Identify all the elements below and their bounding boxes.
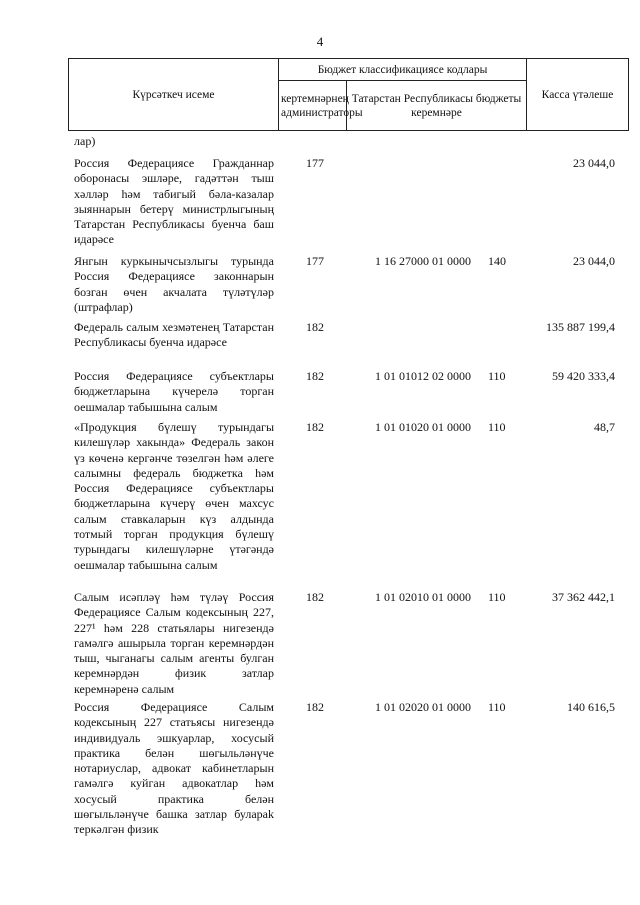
row-amount: 23 044,0 <box>573 254 615 268</box>
row-amount: 37 362 442,1 <box>552 590 615 604</box>
row-indicator: Федераль салым хезмәтенең Татарстан Республикасы буенча идарәсе <box>74 320 274 350</box>
row-revenue-code: 1 16 27000 01 0000 <box>375 254 471 268</box>
row-amount: 140 616,5 <box>567 700 615 714</box>
row-amount: 59 420 333,4 <box>552 369 615 383</box>
row-revenue-code: 1 01 01020 01 0000 <box>375 420 471 434</box>
row-admin-code: 182 <box>306 590 324 604</box>
header-administrator: кертемнәрнең администраторы <box>279 81 347 131</box>
row-subcode: 110 <box>488 700 506 714</box>
row-admin-code: 182 <box>306 369 324 383</box>
row-revenue-code: 1 01 01012 02 0000 <box>375 369 471 383</box>
row-amount: 135 887 199,4 <box>546 320 615 334</box>
row-revenue-code: 1 01 02020 01 0000 <box>375 700 471 714</box>
row-admin-code: 182 <box>306 700 324 714</box>
header-indicator: Күрсәткеч исеме <box>69 59 279 131</box>
row-subcode: 110 <box>488 590 506 604</box>
header-budget-codes: Бюджет классификациясе кодлары <box>279 59 527 81</box>
row-indicator: Россия Федерациясе Гражданнар оборонасы эшләре, гадәттән тыш хәлләр һәм табигый бәла-казалар зыяннарын бетерү министрлыгының Татарстан Республикасы буенча баш идарәсе <box>74 156 274 247</box>
row-revenue-code: 1 01 02010 01 0000 <box>375 590 471 604</box>
row-admin-code: 177 <box>306 156 324 170</box>
row-indicator: Россия Федерациясе Салым кодексының 227 статьясы нигезендә индивидуаль эшкуарлар, хосусый практика белән шөгыльләнүче нотариуслар, адвокат кабинетларын гамәлгә куйган адвокатлар һәм хосусый практика белән шөгыльләнүче башка затлар булараk теркәлгән физик <box>74 700 274 837</box>
row-admin-code: 177 <box>306 254 324 268</box>
row-indicator: Янгын куркынычсызлыгы турында Россия Федерациясе законнарын бозган өчен акчалата түләтүләр (штрафлар) <box>74 254 274 314</box>
row-indicator: Салым исәпләү һәм түләү Россия Федерациясе Салым кодексының 227, 227¹ һәм 228 статьялары нигезендә гамәлгә ашырыла торган керемнәрдән тыш, чыганагы салым агенты булган керемнәрдән физик затлар керемнәренә салым <box>74 590 274 696</box>
row-admin-code: 182 <box>306 320 324 334</box>
page-number: 4 <box>316 34 324 49</box>
row-admin-code: 182 <box>306 420 324 434</box>
row-subcode: 110 <box>488 420 506 434</box>
row-indicator: Россия Федерациясе субъектлары бюджетларына күчерелә торган оешмалар табышына салым <box>74 369 274 414</box>
header-revenue: Татарстан Республикасы бюджеты керемнәре <box>347 81 527 131</box>
table-header <box>68 58 629 131</box>
row-indicator: лар) <box>74 134 96 148</box>
header-cash: Касса үтәлеше <box>527 59 629 131</box>
row-indicator: «Продукция бүлешү турындагы килешүләр хакында» Федераль закон үз көченә кергәнче төзелгән һәм әлеге салымны федераль бюджетка һәм Россия Федерациясе субъектлары бюджетларына күчерү өчен махсус салым ставкаларын күз алдында тотмый торган продукция бүлешү турындагы килешүләрне үтәгәндә оешмалар табышына салым <box>74 420 274 572</box>
row-subcode: 110 <box>488 369 506 383</box>
row-subcode: 140 <box>488 254 506 268</box>
row-amount: 23 044,0 <box>573 156 615 170</box>
row-amount: 48,7 <box>594 420 615 434</box>
